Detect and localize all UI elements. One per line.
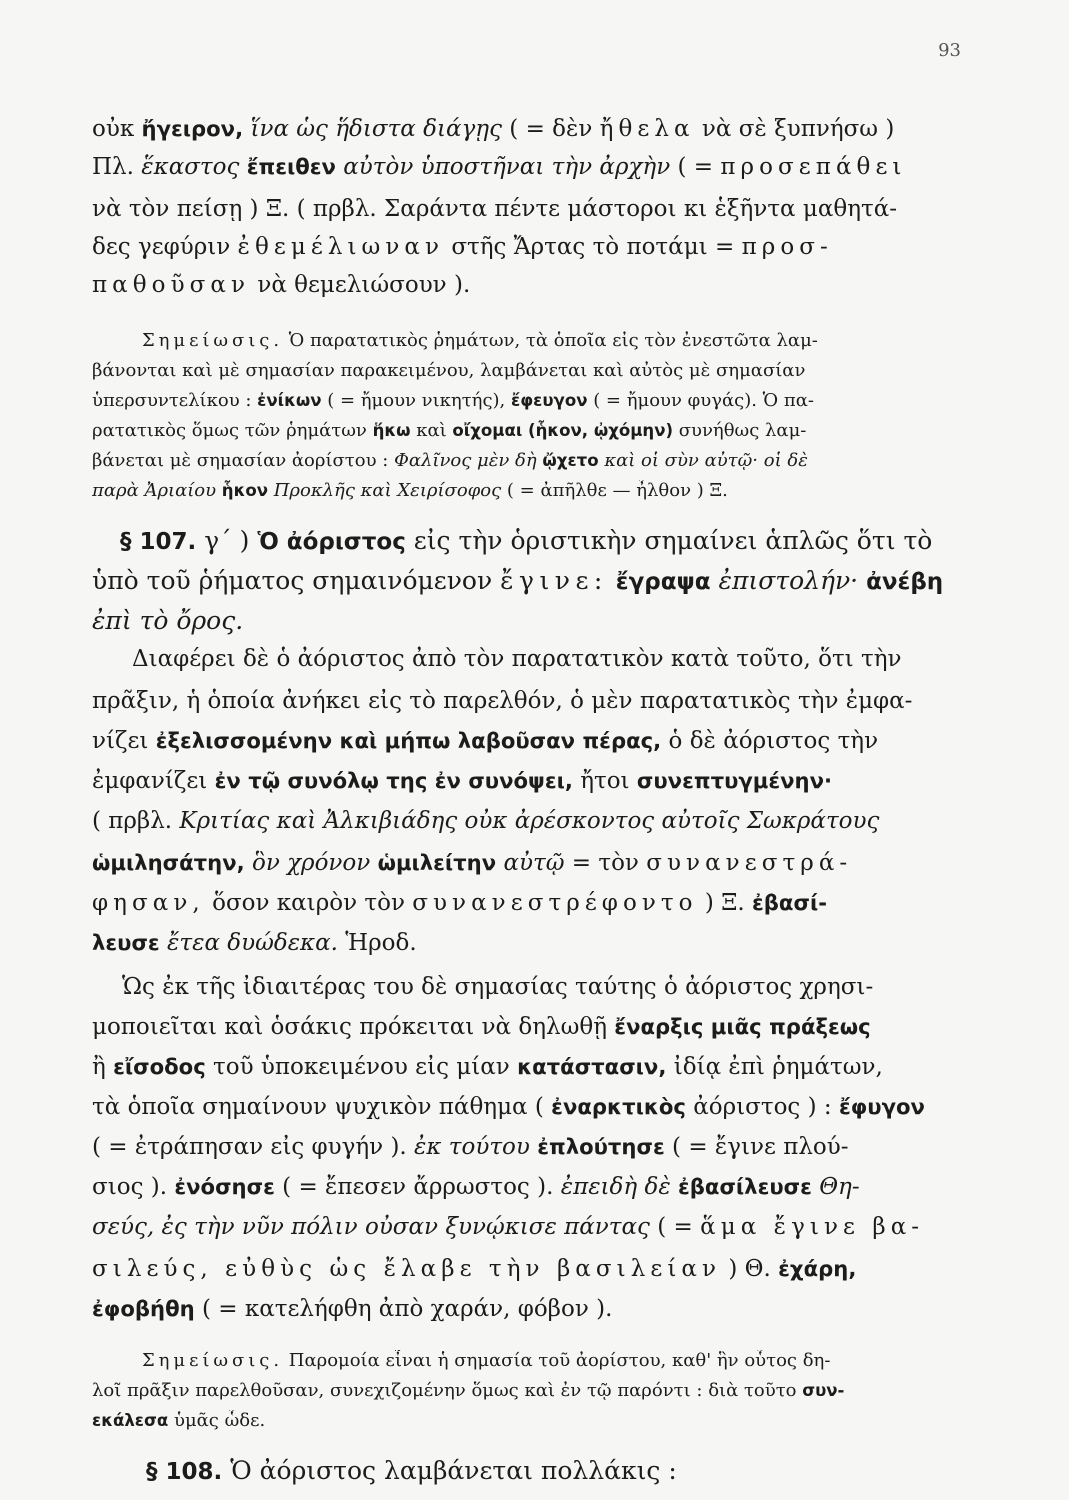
italic-quote: αὐτὸν ὑποστῆναι τὴν ἀρχὴν xyxy=(335,154,671,180)
text-run: ( = xyxy=(649,1214,701,1240)
bold-term: § 108. xyxy=(146,1459,223,1485)
text-run: ( = ἔπεσεν ἄρρωστος ). xyxy=(274,1174,561,1200)
text-run: νὰ θεμελιώσουν ). xyxy=(250,272,471,298)
paragraph1-line xyxy=(92,272,957,298)
note2-line xyxy=(92,1380,957,1401)
text-run: ( = κατελήφθη ἀπὸ χαράν, φόβον ). xyxy=(194,1296,613,1322)
text-run: ( πρβλ. xyxy=(92,808,180,834)
text-run: ὁ δὲ ἀόριστος τὴν xyxy=(661,728,879,754)
paragraph3-line xyxy=(92,1174,957,1200)
text-run: Ἡροδ. xyxy=(337,930,417,956)
bold-term: ἐπλούτησε xyxy=(537,1134,665,1159)
italic-quote: Κριτίας καὶ Ἀλκιβιάδης οὐκ ἀρέσκοντος αὐτοῖς Σωκράτους xyxy=(179,808,880,834)
note1-line xyxy=(92,480,957,501)
text-run: ἀόριστος ) : xyxy=(685,1094,839,1120)
text-run: ὑμᾶς ὧδε. xyxy=(168,1410,266,1431)
paragraph2-line xyxy=(92,688,957,714)
bold-term: ὡμιλείτην xyxy=(377,850,497,875)
note2-line xyxy=(92,1410,957,1431)
paragraph2-line xyxy=(92,728,957,754)
text-run: πρᾶξιν, ἡ ὁποία ἀνήκει εἰς τὸ παρελθόν, ὁ μὲν παρατατικὸς τὴν ἐμφα- xyxy=(92,688,913,714)
text-run: Ὡς ἐκ τῆς ἰδιαιτέρας του δὲ σημασίας ταύτης ὁ ἀόριστος χρησι- xyxy=(122,974,874,1000)
text-run: ρατατικὸς ὅμως τῶν ῥημάτων xyxy=(92,420,373,441)
spaced-text: ἐθεμέλιωναν xyxy=(237,234,445,260)
italic-quote: Θη- xyxy=(811,1174,860,1200)
spaced-text: συνανεστρά- xyxy=(646,850,853,876)
section108-line xyxy=(92,1456,957,1485)
text-run: λοῖ πρᾶξιν παρελθοῦσαν, συνεχιζομένην ὅμως καὶ ἐν τῷ παρόντι : διὰ τοῦτο xyxy=(92,1380,803,1401)
note1-line xyxy=(92,450,957,471)
text-run: στῆς Ἄρτας τὸ ποτάμι = xyxy=(444,234,742,260)
text-run: ὑπὸ τοῦ ῥήματος σημαινόμενον xyxy=(92,566,501,595)
bold-term: ἐνίκων xyxy=(257,391,322,410)
spaced-text: παθοῦσαν xyxy=(92,272,251,298)
paragraph2-line xyxy=(92,646,957,672)
bold-term: ἧκον xyxy=(221,481,268,500)
paragraph3-line xyxy=(92,1214,957,1240)
bold-term: ἐβασίλευσε xyxy=(678,1174,812,1199)
text-run: ( = xyxy=(670,154,721,180)
bold-term: ᾤχετο xyxy=(542,451,599,470)
bold-term: ἔπειθεν xyxy=(246,154,336,179)
spaced-text: ἔγινε: xyxy=(500,566,608,595)
italic-quote: ἵνα ὡς ἥδιστα διάγῃς xyxy=(243,116,502,142)
section107-line xyxy=(92,606,957,635)
bold-term: ἔγραψα xyxy=(615,569,711,595)
bold-term: ἐχάρη, xyxy=(778,1256,857,1281)
text-run: ἤτοι xyxy=(572,768,637,794)
text-run: ἰδίᾳ ἐπὶ ῥημάτων, xyxy=(666,1054,883,1080)
bold-term: ἐναρκτικὸς xyxy=(551,1094,686,1119)
spaced-text: Σημείωσις. xyxy=(142,1350,284,1371)
bold-term: ἐξελισσομένην καὶ μήπω λαβοῦσαν πέρας, xyxy=(155,728,662,753)
bold-term: λευσε xyxy=(92,930,160,955)
paragraph3-line xyxy=(92,1256,957,1282)
spaced-text: ἤθελα xyxy=(599,116,695,142)
paragraph3-line xyxy=(92,1054,957,1080)
italic-quote: Φαλῖνος μὲν δὴ xyxy=(394,450,543,471)
paragraph2-line xyxy=(92,930,957,956)
spaced-text: ἅμα ἔγινε βα- xyxy=(700,1214,925,1240)
paragraph2-line xyxy=(92,890,957,916)
bold-term: εἴσοδος xyxy=(113,1054,206,1079)
italic-quote: ἐπειδὴ δὲ xyxy=(560,1174,678,1200)
bold-term: ἐν τῷ συνόλῳ της ἐν συνόψει, xyxy=(214,768,573,793)
text-run: εἰς τὴν ὁριστικὴν σημαίνει ἁπλῶς ὅτι τὸ xyxy=(405,526,933,555)
text-run xyxy=(608,566,616,595)
text-run: Ὁ ἀόριστος λαμβάνεται πολλάκις : xyxy=(222,1456,677,1485)
bold-term: Ὁ ἀόριστος xyxy=(257,529,406,555)
note1-line xyxy=(92,390,957,411)
spaced-text: προσ- xyxy=(741,234,833,260)
note1-line xyxy=(92,420,957,441)
bold-term: ἔφευγον xyxy=(511,391,588,410)
bold-term: ἔναρξις μιᾶς πράξεως xyxy=(614,1014,871,1039)
paragraph1-line xyxy=(92,154,957,180)
paragraph3-line xyxy=(92,1134,957,1160)
paragraph1-line xyxy=(92,234,957,260)
spaced-text: προσεπάθει xyxy=(720,154,907,180)
text-run: βάνονται καὶ μὲ σημασίαν παρακειμένου, λαμβάνεται καὶ αὐτὸς μὲ σημασίαν xyxy=(92,360,806,381)
bold-term: ἐφοβήθη xyxy=(92,1296,195,1321)
page-number: 93 xyxy=(938,40,961,61)
italic-quote: ἐπιστολήν· xyxy=(710,566,867,595)
note1-line xyxy=(92,360,957,381)
bold-term: ἀνέβη xyxy=(866,569,944,595)
text-run: σιος ). xyxy=(92,1174,175,1200)
spaced-text: φησαν, xyxy=(92,890,205,916)
text-run: ( = ἀπῆλθε — ἦλθον ) Ξ. xyxy=(501,480,728,501)
text-run: ( = δὲν xyxy=(501,116,600,142)
text-run: ) Ξ. xyxy=(697,890,753,916)
bold-term: κατάστασιν, xyxy=(517,1054,667,1079)
text-run: νὰ σὲ ξυπνήσω ) xyxy=(694,116,895,142)
text-run: ( = ἤμουν φυγάς). Ὁ πα- xyxy=(587,390,814,411)
text-run: Διαφέρει δὲ ὁ ἀόριστος ἀπὸ τὸν παρατατικὸν κατὰ τοῦτο, ὅτι τὴν xyxy=(132,646,902,672)
paragraph1-line xyxy=(92,116,957,142)
spaced-text: Σημείωσις. xyxy=(142,330,284,351)
text-run: συνήθως λαμ- xyxy=(673,420,807,441)
paragraph1-line xyxy=(92,196,957,222)
section107-line xyxy=(92,566,957,595)
bold-term: εκάλεσα xyxy=(92,1411,169,1430)
text-run: ἐμφανίζει xyxy=(92,768,215,794)
bold-term: ὡμιλησάτην, xyxy=(92,850,245,875)
italic-quote: αὐτῷ xyxy=(496,850,565,876)
italic-quote: παρὰ Ἀριαίου xyxy=(92,480,222,501)
text-run: Πλ. xyxy=(92,154,142,180)
paragraph2-line xyxy=(92,850,957,876)
spaced-text: σιλεύς, εὐθὺς ὡς ἔλαβε τὴν βασιλείαν xyxy=(92,1256,722,1282)
bold-term: ἐνόσησε xyxy=(174,1174,275,1199)
note2-line xyxy=(92,1350,957,1371)
text-run: νίζει xyxy=(92,728,156,754)
italic-quote: ὃν χρόνον xyxy=(244,850,378,876)
text-run: ( = ἔγινε πλού- xyxy=(664,1134,849,1160)
italic-quote: ἐκ τούτου xyxy=(414,1134,538,1160)
text-run: δες γεφύριν xyxy=(92,234,238,260)
text-run: μοποιεῖται καὶ ὁσάκις πρόκειται νὰ δηλωθῇ xyxy=(92,1014,615,1040)
text-run: τοῦ ὑποκειμένου εἰς μίαν xyxy=(205,1054,518,1080)
text-run: ἢ xyxy=(92,1054,114,1080)
text-run: = τὸν xyxy=(564,850,647,876)
text-run: ὑπερσυντελίκου : xyxy=(92,390,258,411)
section107-line xyxy=(92,526,957,555)
text-run: νὰ τὸν πείσῃ ) Ξ. ( πρβλ. Σαράντα πέντε μάστοροι κι ἑξῆντα μαθητά- xyxy=(92,196,898,222)
paragraph3-line xyxy=(92,1296,957,1322)
text-run: ( = ἐτράπησαν εἰς φυγήν ). xyxy=(92,1134,415,1160)
text-run: οὐκ xyxy=(92,116,142,142)
bold-term: ἐβασί- xyxy=(752,890,827,915)
bold-term: οἴχομαι (ἧκον, ᾠχόμην) xyxy=(452,421,674,440)
text-run: βάνεται μὲ σημασίαν ἀορίστου : xyxy=(92,450,395,471)
paragraph2-line xyxy=(92,768,957,794)
text-run: τὰ ὁποῖα σημαίνουν ψυχικὸν πάθημα ( xyxy=(92,1094,552,1120)
italic-quote: ἕκαστος xyxy=(141,154,247,180)
text-run: ( = ἤμουν νικητής), xyxy=(321,390,512,411)
text-run: γ΄ ) xyxy=(196,526,258,555)
paragraph3-line xyxy=(92,1014,957,1040)
text-run: Παρομοία εἶναι ἡ σημασία τοῦ ἀορίστου, καθ' ἣν οὗτος δη- xyxy=(283,1350,831,1371)
bold-term: ἤγειρον, xyxy=(141,116,244,141)
text-run: καὶ xyxy=(410,420,453,441)
italic-quote: καὶ οἱ σὺν αὐτῷ· οἱ δὲ xyxy=(598,450,808,471)
bold-term: ἔφυγον xyxy=(838,1094,925,1119)
italic-quote: σεύς, ἐς τὴν νῦν πόλιν οὖσαν ξυνῴκισε πάντας xyxy=(92,1214,650,1240)
text-run: ὅσον καιρὸν τὸν xyxy=(204,890,413,916)
italic-quote: ἐπὶ τὸ ὄρος. xyxy=(92,606,244,635)
bold-term: συν- xyxy=(802,1381,845,1400)
italic-quote: ἔτεα δυώδεκα. xyxy=(159,930,338,956)
note1-line xyxy=(92,330,957,351)
text-run: Ὁ παρατατικὸς ῥημάτων, τὰ ὁποῖα εἰς τὸν ἐνεστῶτα λαμ- xyxy=(283,330,818,351)
text-run: ) Θ. xyxy=(721,1256,779,1282)
italic-quote: Προκλῆς καὶ Χειρίσοφος xyxy=(267,480,502,501)
bold-term: § 107. xyxy=(120,529,197,555)
spaced-text: συνανεστρέφοντο xyxy=(412,890,698,916)
bold-term: συνεπτυγμένην· xyxy=(636,768,833,793)
bold-term: ἥκω xyxy=(372,421,411,440)
paragraph3-line xyxy=(92,1094,957,1120)
paragraph2-line xyxy=(92,808,957,834)
paragraph3-line xyxy=(92,974,957,1000)
